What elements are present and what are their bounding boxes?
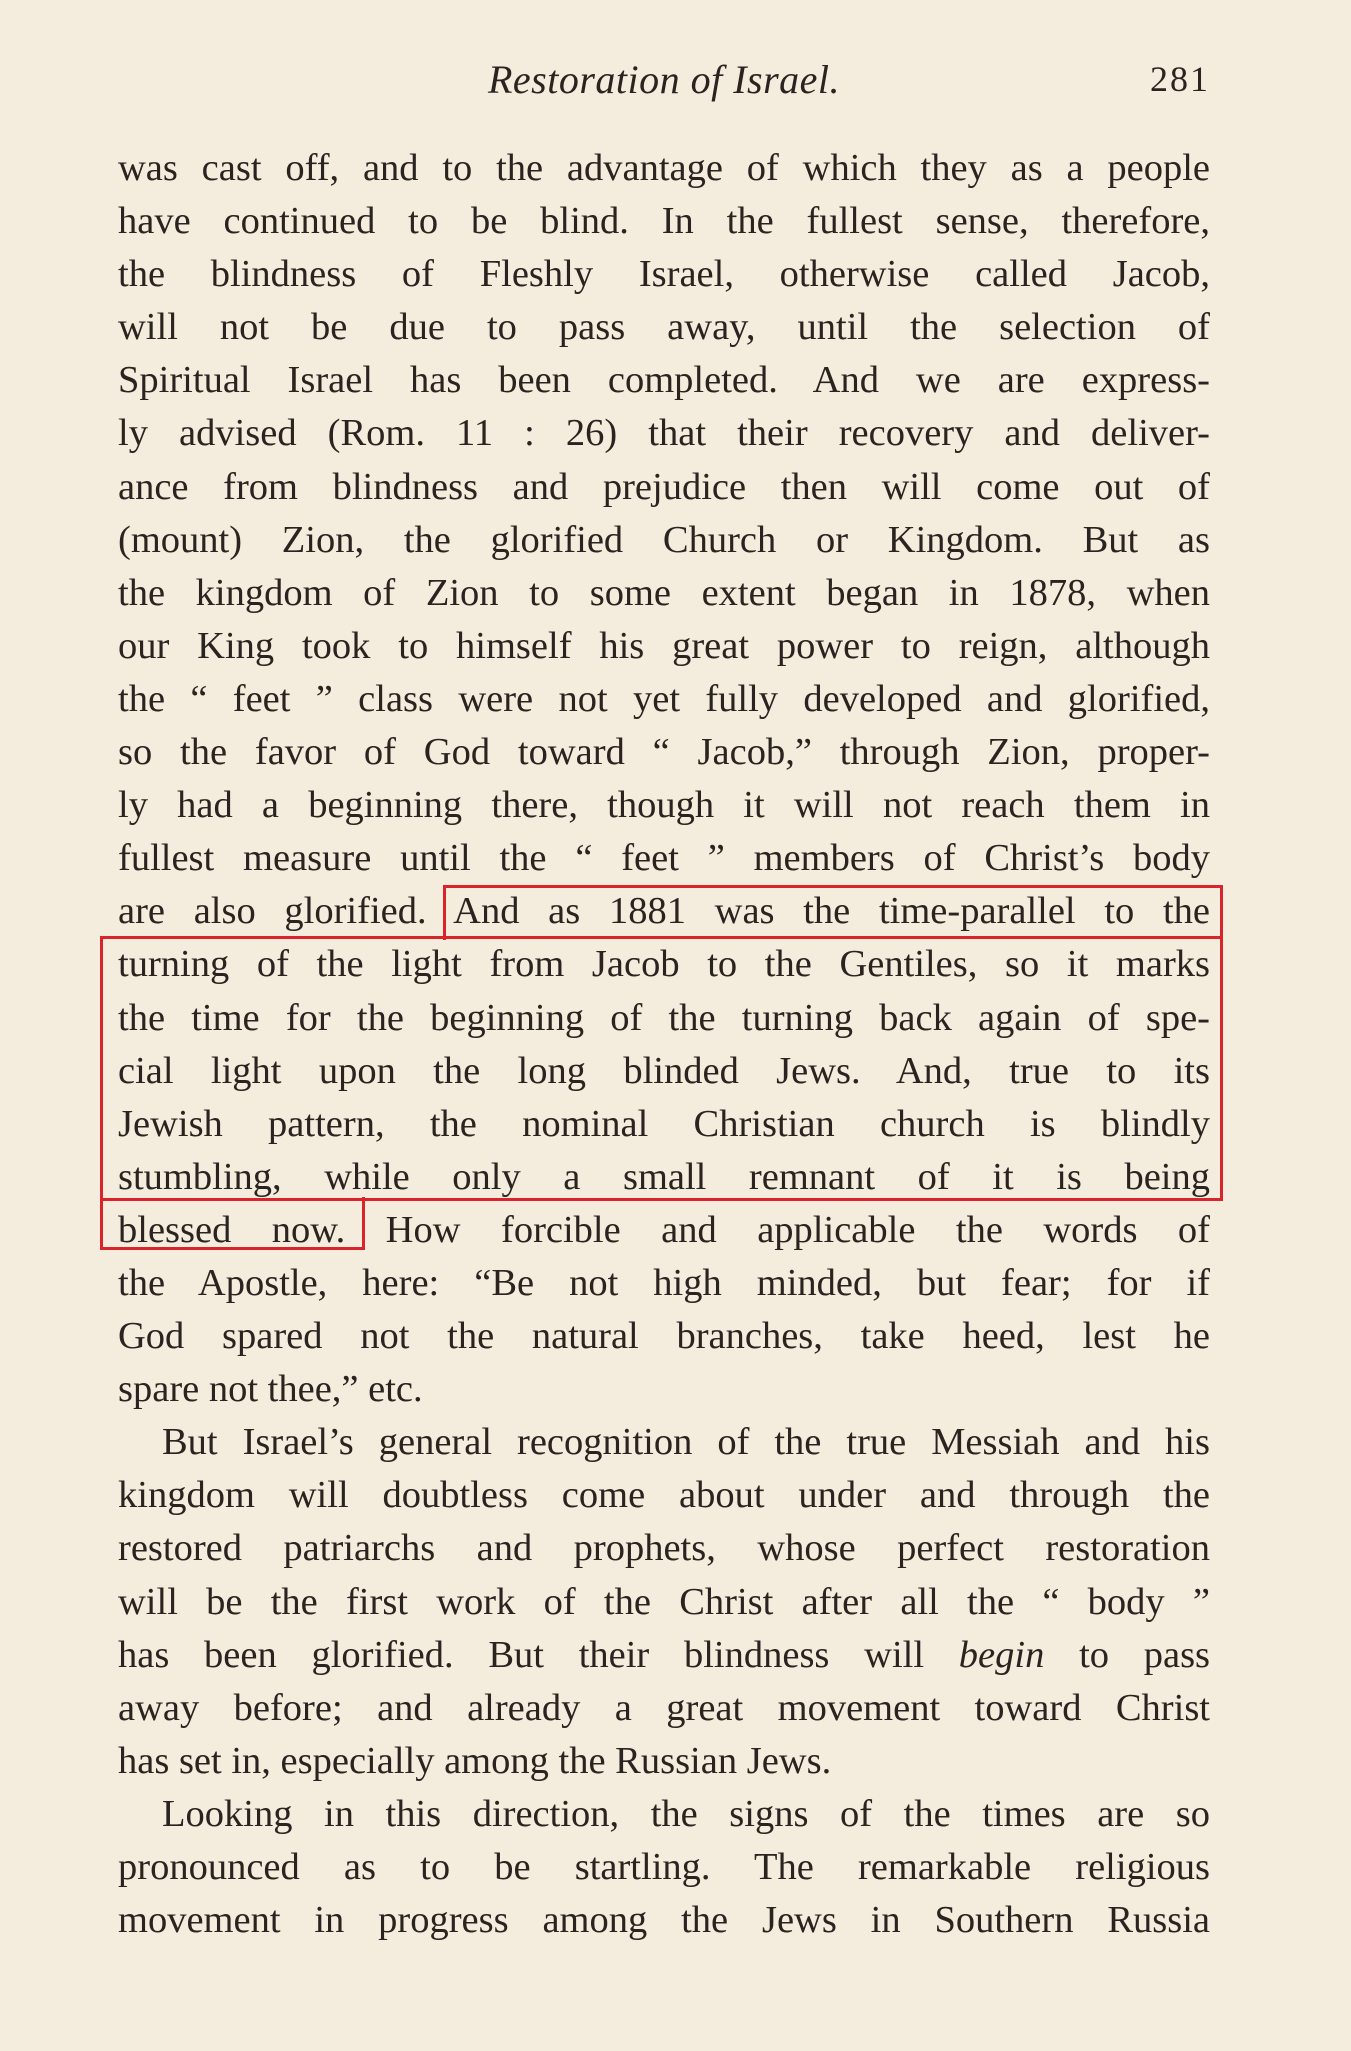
text-line: will be the first work of the Christ after all the “ body ”: [118, 1580, 1210, 1623]
text-line: the blindness of Fleshly Israel, otherwise called Jacob,: [118, 253, 1210, 296]
text-line: cial light upon the long blinded Jews. And, true to its: [118, 1049, 1210, 1092]
text-line: Looking in this direction, the signs of the times are so: [162, 1792, 1210, 1835]
text-line: Jewish pattern, the nominal Christian church is blindly: [118, 1102, 1210, 1145]
highlight-cover-1: [103, 936, 441, 940]
text-line: turning of the light from Jacob to the Gentiles, so it marks: [118, 943, 1210, 986]
italic-word: begin: [958, 1633, 1045, 1676]
text-line: ly had a beginning there, though it will not reach them in: [118, 784, 1210, 827]
text-line: the kingdom of Zion to some extent began in 1878, when: [118, 571, 1210, 614]
page-number: 281: [1150, 59, 1210, 99]
text-line: (mount) Zion, the glorified Church or Kingdom. But as: [118, 518, 1210, 561]
paragraph-3: [118, 1788, 1210, 1947]
paragraph-2: [118, 1416, 1210, 1788]
text-line: restored patriarchs and prophets, whose perfect restoration: [118, 1527, 1210, 1570]
text-line: our King took to himself his great power to reign, although: [118, 624, 1210, 667]
running-head: Restoration of Israel.: [487, 57, 841, 102]
text-line: Spiritual Israel has been completed. And we are express-: [118, 359, 1210, 402]
text-line: movement in progress among the Jews in Southern Russia: [118, 1899, 1210, 1942]
page-header: [118, 56, 1210, 112]
text-line: the Apostle, here: “Be not high minded, but fear; for if: [118, 1261, 1210, 1304]
text-line: pronounced as to be startling. The remarkable religious: [118, 1846, 1210, 1888]
text-line: the “ feet ” class were not yet fully developed and glorified,: [118, 677, 1210, 720]
text-line: stumbling, while only a small remnant of it is being: [118, 1155, 1210, 1198]
text-line: blessed now. How forcible and applicable the words of: [118, 1208, 1210, 1251]
text-line: kingdom will doubtless come about under and through the: [118, 1474, 1210, 1517]
text-line: But Israel’s general recognition of the true Messiah and his: [162, 1421, 1210, 1464]
text-line: so the favor of God toward “ Jacob,” through Zion, proper-: [118, 731, 1210, 774]
paragraph-1: [118, 142, 1210, 1416]
text-line: have continued to be blind. In the fullest sense, therefore,: [118, 200, 1210, 243]
text-line: God spared not the natural branches, take heed, lest he: [118, 1315, 1210, 1358]
text-line: has set in, especially among the Russian Jews.: [118, 1739, 832, 1782]
text-line: was cast off, and to the advantage of which they as a people: [118, 147, 1210, 189]
text-line: spare not thee,” etc.: [118, 1368, 423, 1411]
text-segment: to pass: [1079, 1633, 1211, 1676]
text-line: will not be due to pass away, until the selection of: [118, 306, 1210, 349]
text-line: ly advised (Rom. 11 : 26) that their recovery and deliver-: [118, 412, 1210, 455]
text-line: fullest measure until the “ feet ” members of Christ’s body: [118, 837, 1210, 880]
text-line: ance from blindness and prejudice then will come out of: [118, 465, 1210, 508]
text-segment: has been glorified. But their blindness will: [118, 1633, 925, 1676]
text-line: away before; and already a great movement toward Christ: [118, 1686, 1210, 1729]
text-line: [118, 1629, 1210, 1682]
text-line: are also glorified. And as 1881 was the time-parallel to the: [118, 890, 1210, 933]
text-line: the time for the beginning of the turning back again of spe-: [118, 996, 1210, 1039]
body-text: [118, 142, 1210, 1947]
